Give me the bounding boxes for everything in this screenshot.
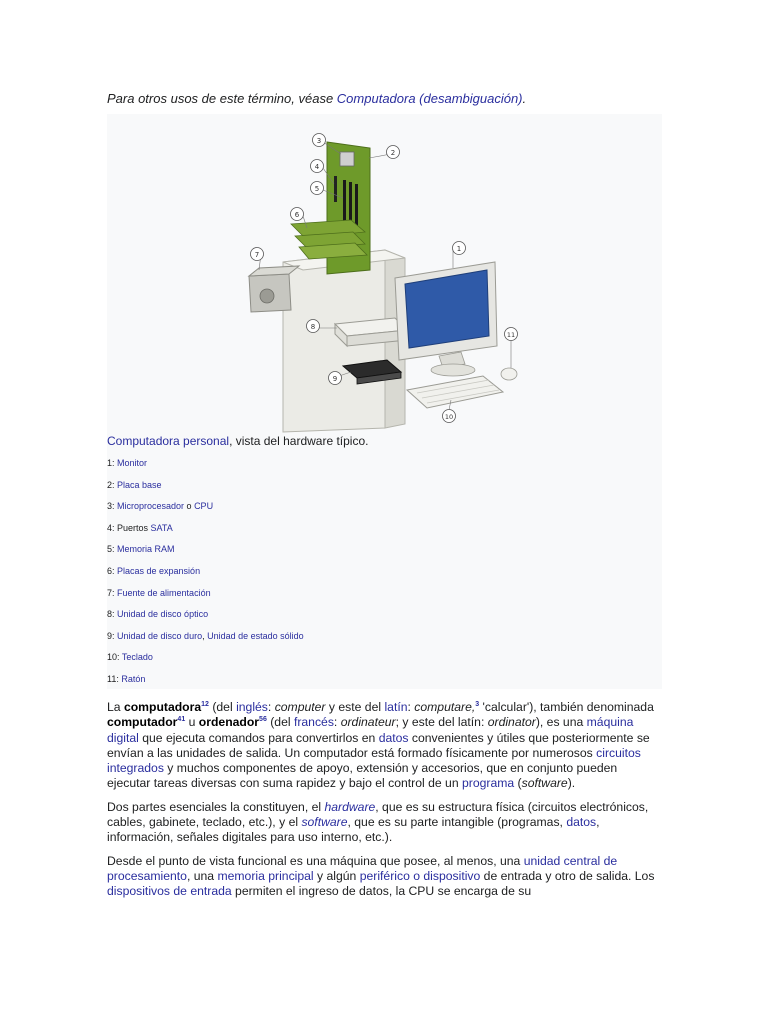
bold-term: computadora <box>123 700 202 714</box>
article-paragraph <box>107 854 663 900</box>
ram-slot-a <box>343 180 346 224</box>
figure-callout-8 <box>307 320 320 333</box>
legend-item <box>107 501 304 523</box>
legend-item <box>107 480 304 502</box>
text-run: : <box>333 715 341 730</box>
legend-item <box>107 609 304 631</box>
legend-number: 8: <box>107 609 118 620</box>
svg-text:4: 4 <box>314 163 320 171</box>
article-paragraph <box>107 700 663 792</box>
ram-slot-c <box>355 184 358 228</box>
text-run: Desde el punto de vista funcional es una máquina que posee, al menos, una <box>107 853 524 868</box>
svg-text:6: 6 <box>294 211 300 219</box>
text-run: ; y este del latín: <box>395 715 488 730</box>
fan-shape <box>260 289 274 303</box>
text-run: : <box>407 700 415 714</box>
text-run: ). <box>567 776 576 791</box>
article-link[interactable]: datos <box>378 730 409 745</box>
figure-callout-10 <box>443 410 456 423</box>
text-run: , que es su estructura física (circuitos electrónicos, cables, gabinete, teclado, etc.), y el <box>107 799 649 830</box>
svg-text:3: 3 <box>316 137 322 145</box>
ram-slot-b <box>349 182 352 226</box>
legend-text: o <box>184 501 195 512</box>
reference-marker[interactable]: 41 <box>177 716 186 724</box>
infobox <box>107 114 662 689</box>
legend-link[interactable]: Unidad de disco duro <box>117 630 203 641</box>
text-run: , que es su parte intangible (programas, <box>347 815 567 830</box>
bold-term: computador <box>107 715 178 730</box>
legend-number: 1: <box>107 458 118 468</box>
figure-callout-7 <box>251 248 264 261</box>
article-link[interactable]: programa <box>462 776 515 791</box>
legend-number: 9: <box>107 630 118 641</box>
article-link[interactable]: datos <box>566 815 597 830</box>
text-run: que ejecuta comandos para convertirlos en <box>138 730 379 745</box>
cpu-shape <box>340 152 354 166</box>
text-run: , una <box>186 868 218 883</box>
article-link[interactable]: periférico o dispositivo <box>359 868 481 883</box>
legend-item <box>107 631 304 653</box>
sata-shape <box>334 176 337 202</box>
article-link[interactable]: francés <box>293 715 334 730</box>
caption-text: , vista del hardware típico. <box>229 434 369 448</box>
text-run: y este del <box>325 700 385 714</box>
legend-item <box>107 588 304 610</box>
disambiguation-link[interactable]: Computadora (desambiguación) <box>336 91 523 106</box>
computer-hardware-illustration[interactable] <box>247 128 527 438</box>
mouse-shape <box>501 368 517 380</box>
svg-text:9: 9 <box>332 375 338 383</box>
component-legend <box>107 458 304 696</box>
hatnote-suffix: . <box>522 91 527 106</box>
italic-term: ordinator <box>487 715 536 730</box>
text-run: : <box>267 700 275 714</box>
legend-link[interactable]: Ratón <box>121 673 146 684</box>
legend-number: 5: <box>107 544 118 555</box>
article-link[interactable]: memoria principal <box>217 868 314 883</box>
article-body <box>107 700 663 908</box>
article-link[interactable]: inglés <box>236 700 268 714</box>
svg-text:2: 2 <box>390 149 396 157</box>
article-link[interactable]: software <box>301 815 348 830</box>
legend-link[interactable]: CPU <box>194 501 214 512</box>
italic-term: software <box>521 776 568 791</box>
text-run: y algún <box>313 868 360 883</box>
monitor-screen <box>405 270 489 348</box>
svg-text:11: 11 <box>506 331 516 339</box>
legend-link[interactable]: Placas de expansión <box>117 565 201 576</box>
legend-link[interactable]: Fuente de alimentación <box>117 587 211 598</box>
text-run: La <box>107 700 124 714</box>
legend-number: 4: <box>107 522 118 533</box>
legend-item <box>107 652 304 674</box>
svg-text:8: 8 <box>310 323 316 331</box>
legend-number: 2: <box>107 479 118 490</box>
legend-item <box>107 523 304 545</box>
legend-link[interactable]: Monitor <box>117 458 148 468</box>
bold-term: ordenador <box>198 715 260 730</box>
text-run: Dos partes esenciales la constituyen, el <box>107 799 325 814</box>
hatnote-prefix: Para otros usos de este término, véase <box>107 91 337 106</box>
figure-callout-11 <box>505 328 518 341</box>
svg-text:5: 5 <box>314 185 320 193</box>
article-link[interactable]: unidad central de procesamiento <box>107 853 618 883</box>
italic-term: computare <box>414 700 472 714</box>
legend-number: 3: <box>107 501 118 512</box>
legend-number: 7: <box>107 587 118 598</box>
text-run: ), es una <box>535 715 587 730</box>
figure-callout-2 <box>387 146 400 159</box>
legend-link[interactable]: Teclado <box>121 652 153 663</box>
text-run: 'calcular'), también denominada <box>479 700 654 714</box>
legend-link[interactable]: Unidad de estado sólido <box>207 630 304 641</box>
article-link[interactable]: latín <box>384 700 408 714</box>
text-run: permiten el ingreso de datos, la CPU se encarga de su <box>231 884 532 899</box>
legend-text: Puertos <box>117 522 151 533</box>
svg-text:1: 1 <box>456 245 462 253</box>
figure-callout-5 <box>311 182 324 195</box>
legend-item <box>107 458 304 480</box>
figure-callout-1 <box>453 242 466 255</box>
article-link[interactable]: circuitos integrados <box>107 745 641 776</box>
text-run: (del <box>208 700 237 714</box>
text-run: u <box>185 715 199 730</box>
text-run: convenientes y útiles que posteriormente se envían a las unidades de salida. Un computador está formado físicamente por numerosos <box>107 730 650 760</box>
reference-marker[interactable]: 56 <box>259 716 267 724</box>
italic-term: ordinateur <box>340 715 396 730</box>
italic-term: computer <box>274 700 326 714</box>
article-paragraph <box>107 800 663 846</box>
text-run: , información, señales digitales para uso interno, etc.). <box>107 815 600 845</box>
text-run: y muchos componentes de apoyo, extensión y accesorios, que en conjunto pueden ejecutar tareas diversas con suma rapidez y bajo el control de un <box>107 761 618 791</box>
legend-link[interactable]: Unidad de disco óptico <box>117 609 209 620</box>
reference-marker[interactable]: 12 <box>201 700 209 708</box>
figure-callout-6 <box>291 208 304 221</box>
legend-link[interactable]: Placa base <box>117 479 162 490</box>
text-run: (del <box>266 715 294 730</box>
legend-number: 6: <box>107 565 118 576</box>
reference-marker[interactable]: 3 <box>475 700 480 708</box>
legend-item <box>107 674 304 696</box>
article-link[interactable]: dispositivos de entrada <box>107 884 232 899</box>
italic-term: , <box>471 700 476 714</box>
hatnote <box>107 91 667 106</box>
figure-callout-3 <box>313 134 326 147</box>
figure-callout-9 <box>329 372 342 385</box>
svg-text:10: 10 <box>444 413 454 421</box>
svg-text:7: 7 <box>254 251 260 259</box>
legend-number: 11: <box>107 673 122 684</box>
article-link[interactable]: máquina digital <box>107 715 634 745</box>
article-link[interactable]: hardware <box>324 799 376 814</box>
caption-link[interactable]: Computadora personal <box>107 434 230 448</box>
figure-callout-4 <box>311 160 324 173</box>
legend-item <box>107 566 304 588</box>
monitor-base <box>431 364 475 376</box>
legend-text: , <box>202 630 208 641</box>
legend-number: 10: <box>107 652 122 663</box>
text-run: de entrada y otro de salida. Los <box>480 868 655 883</box>
figure-caption <box>107 434 368 448</box>
legend-link[interactable]: Microprocesador <box>117 501 185 512</box>
legend-item <box>107 544 304 566</box>
legend-link[interactable]: SATA <box>150 522 173 533</box>
legend-link[interactable]: Memoria RAM <box>117 544 175 555</box>
text-run: ( <box>514 776 522 791</box>
